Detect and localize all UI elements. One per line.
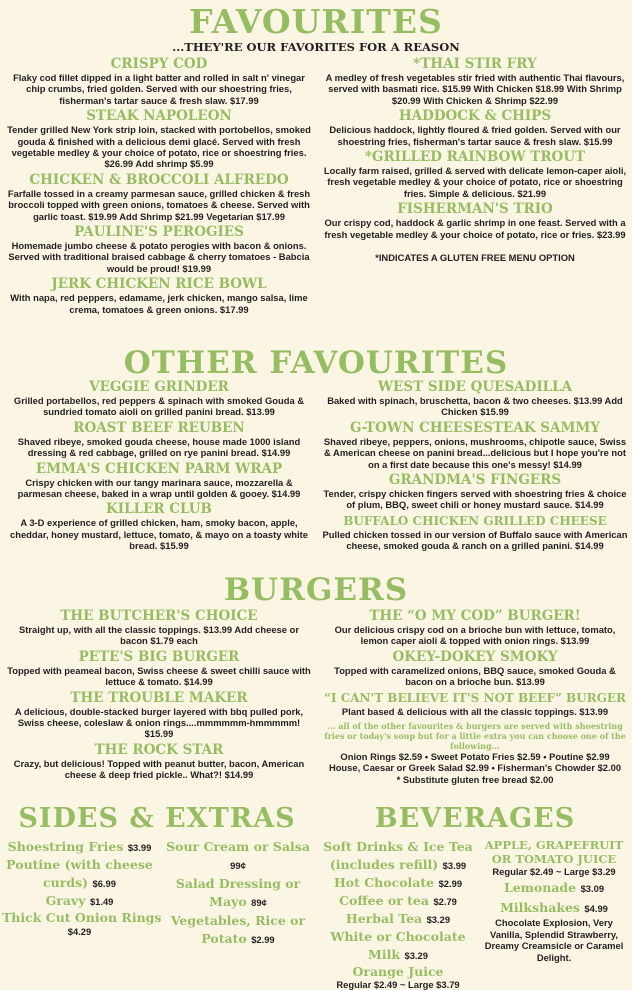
item-name: HADDOCK & CHIPS	[398, 108, 552, 125]
side-item	[158, 912, 318, 948]
item-desc: Farfalle tossed in a creamy parmesan sauce, grilled chicken & fresh broccoli topped with green onions, tomatoes & cheese. Served with garlic toast. $19.99 Add Shrimp $21.99 Vegetarian $17.99	[7, 187, 311, 222]
beverage-name: Soft Drinks & Ice Tea (includes refill)	[323, 839, 473, 872]
item-desc: Plant based & delicious with all the classic toppings. $13.99	[341, 705, 609, 717]
item-name: GRANDMA'S FINGERS	[388, 472, 562, 489]
item-name: PETE'S BIG BURGER	[78, 648, 240, 665]
beverage-item	[318, 874, 478, 892]
item-desc: Tender, crispy chicken fingers served with shoestring fries & choice of plum, BBQ, sweet chili or honey mustard sauce. $14.99	[323, 488, 627, 511]
beverage-price: $3.29	[404, 950, 428, 961]
item-desc: Pulled chicken tossed in our version of Buffalo sauce with American cheese, smoked gouda & ranch on a grilled panini. $14.99	[322, 528, 628, 552]
side-price: 99¢	[230, 860, 246, 871]
sides-note-line: * Substitute gluten free bread $2.00	[396, 773, 554, 785]
item-desc: Topped with peameal bacon, Swiss cheese & sweet chilli sauce with lettuce & tomato. $14.99	[7, 664, 311, 688]
beverage-price: $3.99	[442, 860, 467, 871]
item-desc: A delicious, double-stacked burger layered with bbq pulled pork, Swiss cheese, coleslaw & onion rings....mmmmmm-hmmmmm! $15.99	[14, 705, 304, 740]
side-name: Shoestring Fries	[7, 839, 124, 854]
beverages-title: BEVERAGES	[374, 803, 576, 834]
menu-item	[6, 109, 312, 170]
beverages-col1	[318, 838, 478, 990]
item-name: G-TOWN CHEESESTEAK SAMMY	[349, 419, 600, 436]
item-desc: A 3-D experience of grilled chicken, ham, smoky bacon, apple, cheddar, honey mustard, lettuce, tomato, & mayo on a toasty white bread. $15.99	[10, 517, 308, 552]
side-item	[158, 875, 318, 911]
side-name: Vegetables, Rice or Potato	[170, 913, 306, 946]
item-name: *THAI STIR FRY	[413, 56, 537, 72]
menu-item	[322, 473, 628, 511]
side-item	[2, 892, 157, 910]
menu-item	[322, 202, 628, 240]
item-name: ROAST BEEF REUBEN	[73, 419, 245, 436]
item-desc: Shaved ribeye, smoked gouda cheese, house made 1000 island dressing & red cabbage, grilled on rye panini bread. $14.99	[17, 435, 301, 459]
favourites-subtitle: ...THEY'RE OUR FAVORITES FOR A REASON	[172, 40, 460, 54]
item-name: FISHERMAN'S TRIO	[397, 201, 553, 218]
side-item	[2, 838, 157, 856]
menu-item	[322, 109, 628, 147]
beverage-item	[318, 910, 478, 928]
beverage-item	[478, 879, 630, 897]
beverage-price: $3.29	[426, 914, 451, 925]
beverage-name: Hot Chocolate	[333, 875, 435, 890]
beverage-item	[318, 892, 478, 910]
item-name: EMMA'S CHICKEN PARM WRAP	[35, 460, 283, 477]
side-price: $2.99	[251, 934, 275, 945]
beverage-name: APPLE, GRAPEFRUIT OR TOMATO JUICE	[484, 838, 624, 866]
item-name: STEAK NAPOLEON	[86, 108, 232, 125]
sides-title: SIDES & EXTRAS	[18, 803, 296, 834]
menu-item	[322, 609, 628, 647]
beverage-name: White or Chocolate Milk	[330, 929, 466, 962]
beverage-name: Lemonade	[503, 880, 577, 895]
sides-col1	[2, 838, 162, 938]
gluten-free-note: *INDICATES A GLUTEN FREE MENU OPTION	[375, 252, 575, 264]
beverage-item	[318, 838, 478, 874]
burgers-left-column	[6, 609, 312, 784]
item-desc: Baked with spinach, bruschetta, bacon & two cheeses. $13.99 Add Chicken $15.99	[327, 395, 623, 418]
beverages-col2	[478, 838, 630, 963]
item-name: THE BUTCHER'S CHOICE	[60, 608, 258, 624]
sides-note-intro: ... all of the other favourites & burgers are served with shoestring fries or today's soup but for a little extra you can choose one of the following...	[324, 721, 626, 752]
item-name: CRISPY COD	[110, 56, 208, 72]
beverage-item	[478, 899, 630, 963]
other-right-column	[322, 380, 628, 555]
beverage-price: $4.99	[584, 903, 608, 914]
item-name: BUFFALO CHICKEN GRILLED CHEESE	[343, 513, 607, 528]
item-name: PAULINE'S PEROGIES	[74, 224, 244, 241]
beverage-item	[478, 838, 630, 877]
menu-item	[6, 650, 312, 688]
beverage-name: Herbal Tea	[345, 911, 423, 926]
beverage-item	[318, 928, 478, 964]
side-name: Poutine (with cheese curds)	[6, 857, 153, 890]
menu-item	[322, 691, 628, 717]
side-name: Salad Dressing or Mayo	[175, 876, 301, 909]
item-desc: Crazy, but delicious! Topped with peanut butter, bacon, American cheese & deep fried pickle.. What?! $14.99	[13, 757, 305, 781]
menu-item	[6, 502, 312, 551]
side-name: Sour Cream or Salsa	[166, 839, 310, 854]
menu-item	[6, 609, 312, 647]
item-desc: A medley of fresh vegetables stir fried with authentic Thai flavours, served with basmati rice. $15.99 With Chicken $18.99 With Shrimp $20.99 With Chicken & Shrimp $22.99	[325, 72, 625, 106]
menu-item	[6, 173, 312, 222]
side-name: Thick Cut Onion Rings	[2, 910, 162, 925]
milkshake-flavours: Chocolate Explosion, Very Vanilla, Splendid Strawberry, Dreamy Creamsicle or Caramel Delight.	[484, 917, 624, 963]
item-name: THE “O MY COD” BURGER!	[369, 608, 581, 624]
item-desc: Locally farm raised, grilled & served with delicate lemon-caper aioli, fresh vegetable medley & your choice of potato, rice or shoestring fries. Simple & delicious. $21.99	[323, 165, 627, 199]
favourites-left-column	[6, 57, 312, 318]
burgers-right-column	[322, 609, 628, 785]
menu-item	[6, 225, 312, 274]
item-name: CHICKEN & BROCCOLI ALFREDO	[29, 171, 289, 188]
item-desc: Shaved ribeye, peppers, onions, mushrooms, chipotle sauce, Swiss & American cheese on panini bread...delicious but I hope you're not on a first date because this one's messy! $14.99	[323, 435, 627, 470]
item-desc: Our crispy cod, haddock & garlic shrimp in one feast. Served with a fresh vegetable medley & your choice of potato, rice or fries. $23.99	[324, 217, 626, 240]
item-desc: Straight up, with all the classic toppings. $13.99 Add cheese or bacon $1.79 each	[19, 624, 299, 647]
item-desc: With napa, red peppers, edamame, jerk chicken, mango salsa, lime crema, tomatoes & green onions. $17.99	[10, 292, 308, 315]
beverage-price: $3.09	[580, 883, 605, 894]
beverage-price: Regular $2.49 ~ Large $3.79	[336, 979, 460, 990]
beverage-price: $2.79	[433, 896, 457, 907]
sides-col2	[158, 838, 318, 948]
menu-item	[6, 421, 312, 459]
favourites-title: FAVOURITES	[189, 2, 443, 41]
menu-item	[6, 691, 312, 740]
beverage-name: Milkshakes	[500, 900, 580, 915]
item-desc: Grilled portabellos, red peppers & spinach with smoked Gouda & sundried tomato aioli on grilled panini bread. $13.99	[13, 395, 305, 418]
menu-item	[322, 650, 628, 688]
sides-note	[322, 721, 628, 785]
side-item	[158, 838, 318, 874]
side-price: $4.29	[67, 926, 92, 937]
menu-item	[322, 421, 628, 470]
item-name: *GRILLED RAINBOW TROUT	[364, 149, 586, 166]
beverage-name: Orange Juice	[352, 964, 444, 979]
menu-item	[6, 57, 312, 106]
side-price: $1.49	[89, 896, 114, 907]
favourites-right-column	[322, 57, 628, 263]
item-desc: Our delicious crispy cod on a brioche bun with lettuce, tomato, lemon caper aioli & topped with onion rings. $13.99	[334, 624, 616, 647]
side-price: $3.99	[127, 842, 152, 853]
item-name: THE TROUBLE MAKER	[70, 689, 248, 706]
side-name: Gravy	[45, 893, 86, 908]
menu-item	[322, 380, 628, 418]
menu-item	[322, 57, 628, 106]
beverage-name: Coffee or tea	[339, 893, 429, 908]
sides-note-line: Onion Rings $2.59 • Sweet Potato Fries $2.59 • Poutine $2.99	[340, 751, 610, 763]
item-name: “I CAN'T BELIEVE IT'S NOT BEEF” BURGER	[324, 690, 626, 705]
item-desc: Flaky cod fillet dipped in a light batter and rolled in salt n' vinegar chip crumbs, fried golden. Served with our shoestring fries, fisherman's tartar sauce & fresh slaw. $17.99	[13, 72, 305, 106]
item-desc: Delicious haddock, lightly floured & fried golden. Served with our shoestring fries, fisherman's tartar sauce & fresh slaw. $15.99	[329, 124, 621, 147]
burgers-title: BURGERS	[223, 572, 409, 608]
menu-item	[322, 150, 628, 199]
sides-note-line: House, Caesar or Greek Salad $2.99 • Fisherman's Chowder $2.00	[328, 762, 622, 774]
beverage-item	[318, 964, 478, 990]
menu-item	[6, 277, 312, 315]
menu-item	[6, 743, 312, 781]
item-desc: Tender grilled New York strip loin, stacked with portobellos, smoked gouda & finished with a delicious demi glacé. Served with fresh vegetable medley & your choice of potato, rice or shoestring fries. $26.99 Add shrimp $5.99	[7, 124, 311, 170]
side-item	[2, 910, 162, 938]
side-price: 89¢	[251, 897, 267, 908]
item-name: KILLER CLUB	[106, 501, 212, 518]
beverage-price: $2.99	[438, 878, 463, 889]
side-price: $6.99	[92, 878, 116, 889]
side-item	[2, 856, 157, 892]
item-name: WEST SIDE QUESADILLA	[377, 379, 573, 395]
menu-item	[6, 380, 312, 418]
beverage-price: Regular $2.49 ~ Large $3.29	[492, 866, 616, 877]
menu-item	[322, 514, 628, 552]
item-name: OKEY-DOKEY SMOKY	[392, 648, 558, 665]
other-favourites-title: OTHER FAVOURITES	[123, 345, 509, 381]
item-name: JERK CHICKEN RICE BOWL	[51, 276, 267, 293]
other-left-column	[6, 380, 312, 555]
item-name: VEGGIE GRINDER	[89, 379, 229, 395]
item-desc: Homemade jumbo cheese & potato perogies with bacon & onions. Served with traditional braised cabbage & cherry tomatoes - Babcia would be proud! $19.99	[8, 240, 310, 274]
item-desc: Topped with caramelized onions, BBQ sauce, smoked Gouda & bacon on a brioche bun. $13.99	[334, 664, 616, 688]
item-desc: Crispy chicken with our tangy marinara sauce, mozzarella & parmesan cheese, baked in a wrap until golden & gooey. $14.99	[17, 476, 301, 500]
item-name: THE ROCK STAR	[94, 741, 224, 758]
menu-item	[6, 462, 312, 500]
